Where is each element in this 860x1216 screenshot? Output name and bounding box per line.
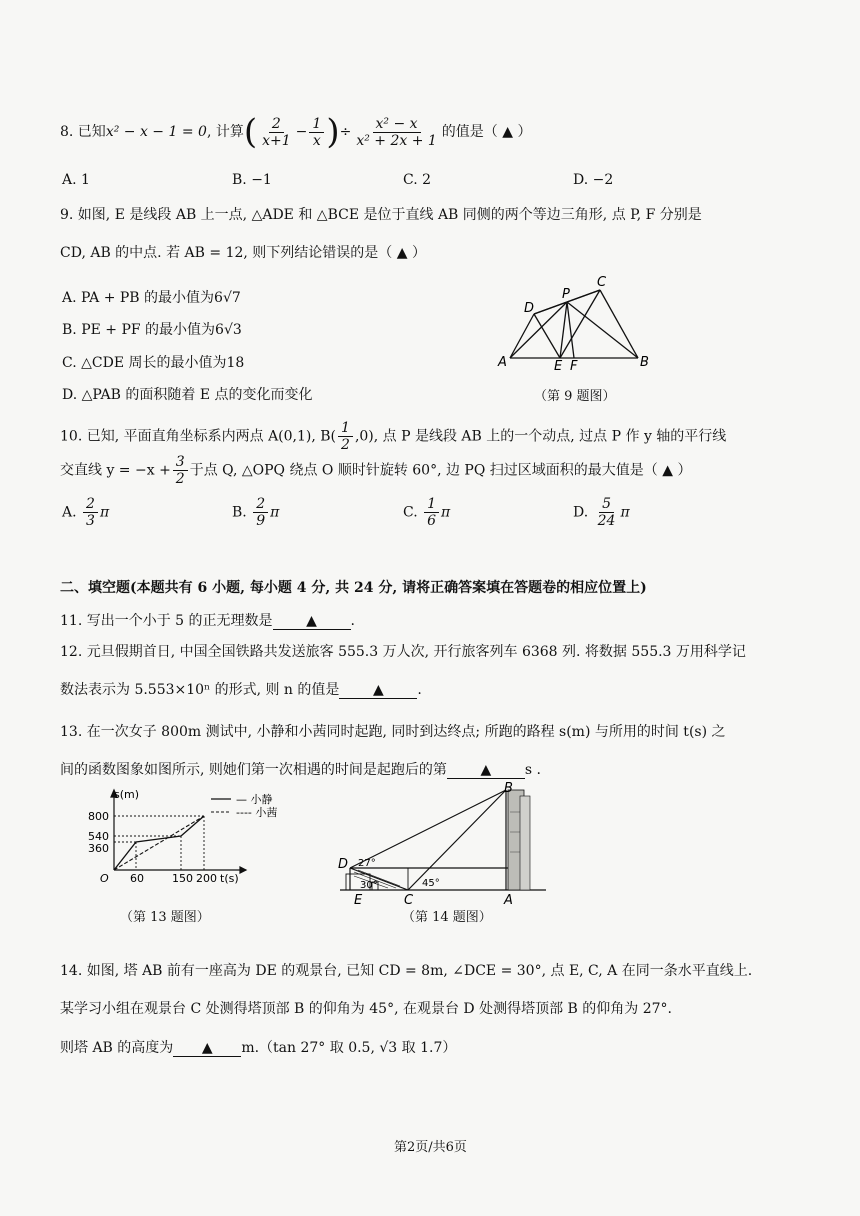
- q13-line2-text: 间的函数图象如图所示, 则她们第一次相遇的时间是起跑后的第: [60, 762, 447, 778]
- q8-frac2-den: x: [312, 132, 321, 149]
- q14-label-e: E: [354, 893, 363, 906]
- q9-option-a: A. PA + PB 的最小值为6√7: [62, 290, 241, 306]
- q8-text-a: 8. 已知: [60, 124, 106, 140]
- q8-option-d: D. −2: [573, 172, 614, 188]
- q10-line-num: 3: [173, 454, 188, 471]
- q11-blank: ▲: [273, 613, 351, 630]
- q12-end: .: [417, 682, 422, 698]
- q11-end: .: [350, 613, 355, 629]
- q8-text-c: 的值是（ ▲ ）: [441, 124, 532, 140]
- q14-line1: 14. 如图, 塔 AB 前有一座高为 DE 的观景台, 已知 CD = 8m, ∠DCE = 30°, 点 E, C, A 在同一条水平直线上.: [60, 963, 753, 979]
- q14-caption: （第 14 题图）: [402, 910, 492, 925]
- q13-blank: ▲: [447, 762, 525, 779]
- q8-frac2: [309, 116, 324, 149]
- q10-option-d-den: 24: [597, 513, 616, 529]
- q10-option-c-pi: π: [441, 504, 451, 521]
- q10-line1-b: ,0), 点 P 是线段 AB 上的一个动点, 过点 P 作 y 轴的平行线: [354, 428, 727, 445]
- q13-xtick-200: 200: [196, 872, 217, 884]
- q14-line2: 某学习小组在观景台 C 处测得塔顶部 B 的仰角为 45°, 在观景台 D 处测得塔顶部 B 的仰角为 27°.: [60, 1001, 672, 1017]
- q13-xtick-60: 60: [130, 872, 144, 884]
- q13-origin: O: [100, 872, 109, 884]
- q14-line3: [60, 1037, 456, 1057]
- q11: [60, 610, 355, 630]
- q12-blank: ▲: [339, 682, 417, 699]
- q9-caption: （第 9 题图）: [534, 389, 616, 404]
- q10-option-b-pi: π: [270, 504, 280, 521]
- section2-heading: 二、填空题(本题共有 6 小题, 每小题 4 分, 共 24 分, 请将正确答案填在答题卷的相应位置上): [60, 580, 647, 596]
- q10-option-c-frac: [424, 496, 439, 529]
- q10-option-b-label: B.: [232, 504, 247, 521]
- q10-option-a-pi: π: [99, 504, 110, 521]
- q8-frac3: [353, 116, 439, 149]
- q9-label-f: F: [570, 359, 578, 374]
- q9-label-a: A: [498, 355, 507, 370]
- q10-option-c: [403, 496, 450, 529]
- q8-frac1-den: x+1: [262, 132, 291, 149]
- q10-line-frac: [173, 454, 188, 487]
- q10-option-b-num: 2: [253, 496, 268, 513]
- q8-option-c: C. 2: [403, 172, 432, 188]
- q9-label-b: B: [640, 355, 649, 370]
- q13-end: s .: [524, 762, 541, 778]
- q9-line1: 9. 如图, E 是线段 AB 上一点, △ADE 和 △BCE 是位于直线 AB 同侧的两个等边三角形, 点 P, F 分别是: [60, 207, 702, 223]
- q10-option-d-num: 5: [599, 496, 614, 513]
- q10-line1-a: 10. 已知, 平面直角坐标系内两点 A(0,1), B(: [60, 428, 337, 445]
- q14-angle-45: 45°: [422, 878, 440, 889]
- q10-b-frac: [338, 420, 353, 453]
- q8-frac2-num: 1: [309, 116, 324, 133]
- q8-frac3-num: x² − x: [373, 116, 421, 133]
- q10-option-b-frac: [253, 496, 268, 529]
- q13-ylabel: s(m): [114, 788, 140, 801]
- q8-frac1: [259, 116, 294, 149]
- q8-stem: 8. 已知x² − x − 1 = 0, 计算( $\frac{2}{x+1}$ − $\frac{1}{x}$ )÷ $\frac{\text{x² − x}}{\text{x² + 2x + 1}}$ 的值是（ ▲ ）: [60, 112, 532, 152]
- q13-ytick-800: 800: [88, 810, 109, 823]
- q9-figure: [490, 274, 660, 374]
- q8-equation: x² − x − 1 = 0: [105, 124, 207, 140]
- q10-option-b: [232, 496, 279, 529]
- q14-label-d: D: [338, 857, 349, 872]
- q10-option-c-label: C.: [403, 504, 418, 521]
- q10-option-a-frac: [83, 496, 98, 529]
- q12-line1: 12. 元旦假期首日, 中国全国铁路共发送旅客 555.3 万人次, 开行旅客列车 6368 列. 将数据 555.3 万用科学记: [60, 644, 746, 660]
- q13-caption: （第 13 题图）: [120, 910, 210, 925]
- q10-option-a-label: A.: [62, 504, 77, 521]
- q13-ytick-360: 360: [88, 842, 109, 855]
- page-footer: 第2页/共6页: [394, 1140, 467, 1155]
- q14-blank: ▲: [173, 1040, 241, 1057]
- q14-figure: [336, 782, 556, 906]
- q9-option-d: D. △PAB 的面积随着 E 点的变化而变化: [62, 387, 313, 403]
- q10-option-d: [573, 496, 630, 529]
- q14-line3-text: 则塔 AB 的高度为: [60, 1040, 174, 1056]
- q8-frac1-num: 2: [269, 116, 284, 133]
- q10-option-c-den: 6: [427, 513, 437, 529]
- q8-rparen: ): [326, 112, 340, 152]
- q12-line2: [60, 679, 422, 699]
- q13-line2: [60, 759, 541, 779]
- q10-option-b-den: 9: [256, 513, 266, 529]
- q10-option-a: [62, 496, 109, 529]
- q13-ytick-540: 540: [88, 830, 109, 843]
- q13-line1: 13. 在一次女子 800m 测试中, 小静和小茜同时起跑, 同时到达终点; 所跑的路程 s(m) 与所用的时间 t(s) 之: [60, 724, 726, 740]
- q11-text: 11. 写出一个小于 5 的正无理数是: [60, 613, 273, 629]
- q10-option-a-num: 2: [83, 496, 98, 513]
- q13-legend-xiaojing: — 小静: [236, 793, 273, 806]
- q9-label-p: P: [562, 287, 570, 302]
- q14-label-a: A: [504, 893, 513, 906]
- q9-option-b: B. PE + PF 的最小值为6√3: [62, 322, 242, 338]
- q13-legend-xiaoqian: ---- 小茜: [236, 806, 278, 819]
- q10-b-den: 2: [341, 437, 350, 453]
- q12-line2-text: 数法表示为 5.553×10ⁿ 的形式, 则 n 的值是: [60, 682, 340, 698]
- q8-text-b: , 计算: [206, 124, 244, 140]
- q14-line3-end: m.（tan 27° 取 0.5, √3 取 1.7）: [241, 1040, 457, 1056]
- q10-option-c-num: 1: [424, 496, 439, 513]
- q9-label-d: D: [524, 301, 535, 316]
- q8-lparen: (: [243, 112, 258, 152]
- q13-xlabel: t(s): [220, 872, 239, 884]
- q9-label-e: E: [554, 359, 563, 374]
- q10-option-d-frac: [595, 496, 619, 529]
- q8-frac3-den: x² + 2x + 1: [356, 132, 437, 149]
- q8-option-b: B. −1: [232, 172, 272, 188]
- q10-option-a-den: 3: [86, 513, 95, 529]
- q14-angle-30: 30°: [360, 880, 378, 891]
- q8-option-a: A. 1: [62, 172, 90, 188]
- q14-label-b: B: [504, 782, 513, 796]
- q14-angle-27: 27°: [358, 858, 376, 869]
- q9-option-c: C. △CDE 周长的最小值为18: [62, 355, 245, 371]
- q10-line2: [60, 454, 691, 487]
- q10-line2-a: 交直线 y = −x +: [60, 462, 171, 479]
- q10-line-den: 2: [175, 471, 185, 487]
- q10-line1: [60, 420, 726, 453]
- q10-b-num: 1: [338, 420, 353, 437]
- series-xiaoqian: [114, 816, 204, 870]
- q13-graph: [86, 786, 286, 884]
- q14-label-c: C: [404, 893, 414, 906]
- q10-option-d-pi: π: [620, 504, 630, 521]
- q10-line2-b: 于点 Q, △OPQ 绕点 O 顺时针旋转 60°, 边 PQ 扫过区域面积的最大值是（ ▲ ）: [189, 462, 692, 479]
- q13-xtick-150: 150: [172, 872, 193, 884]
- q10-option-d-label: D.: [573, 504, 589, 521]
- q8-divide: ÷: [339, 124, 352, 140]
- q9-label-c: C: [597, 275, 607, 290]
- q9-line2: CD, AB 的中点. 若 AB = 12, 则下列结论错误的是（ ▲ ）: [60, 245, 426, 261]
